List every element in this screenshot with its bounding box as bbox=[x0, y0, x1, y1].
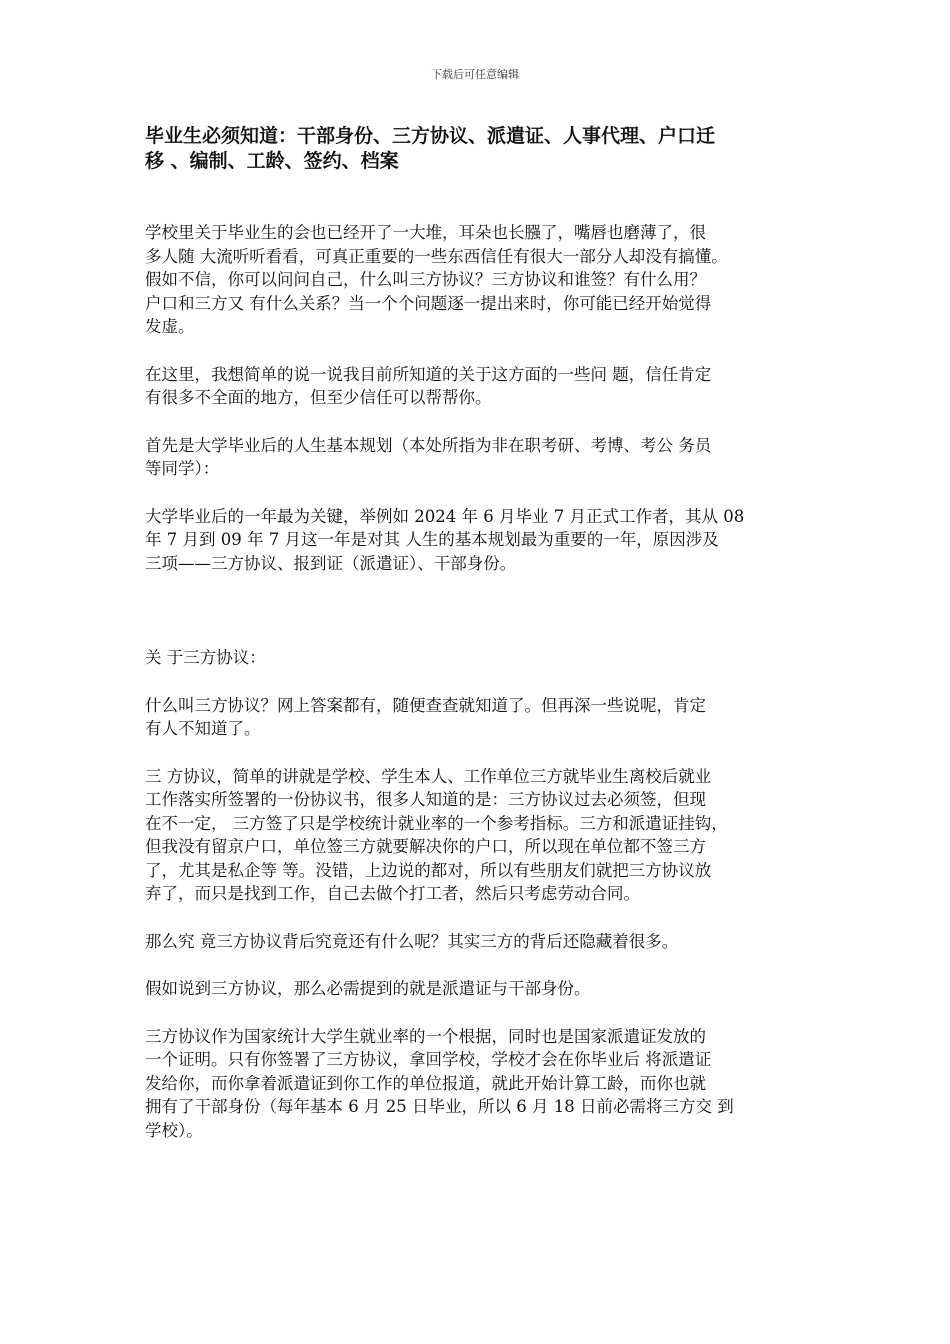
paragraph bbox=[145, 977, 825, 1001]
text-line: 关 于三方协议： bbox=[145, 648, 266, 667]
text-line: 年 7 月到 09 年 7 月这一年是对其 人生的基本规划最为重要的一年，原因涉及 bbox=[145, 530, 719, 549]
title-line: 毕业生必须知道：干部身份、三方协议、派遣证、人事代理、户口迁 bbox=[145, 125, 716, 147]
text-line: 工作落实所签署的一份协议书，很多人知道的是：三方协议过去必须签，但现 bbox=[145, 790, 706, 809]
title-line: 移 、编制、工龄、签约、档案 bbox=[145, 150, 399, 172]
paragraph bbox=[145, 930, 825, 954]
text-line: 发虚。 bbox=[145, 317, 195, 336]
text-line: 等同学）： bbox=[145, 459, 220, 478]
text-line: 弃了，而只是找到工作，自己去做个打工者，然后只考虑劳动合同。 bbox=[145, 884, 640, 903]
text-line: 假如说到三方协议，那么必需提到的就是派遣证与干部身份。 bbox=[145, 979, 591, 998]
text-line: 一个证明。只有你签署了三方协议，拿回学校，学校才会在你毕业后 将派遣证 bbox=[145, 1050, 712, 1069]
text-line: 三项——三方协议、报到证（派遣证）、干部身份。 bbox=[145, 553, 517, 573]
document-body bbox=[145, 221, 825, 1166]
text-line: 学校里关于毕业生的会也已经开了一大堆，耳朵也长膙了，嘴唇也磨薄了，很 bbox=[145, 223, 706, 242]
text-line: 假如不信，你可以问问自己，什么叫三方协议？三方协议和谁签？有什么用？ bbox=[145, 270, 706, 289]
text-line: 了，尤其是私企等 等。没错，上边说的都对，所以有些朋友们就把三方协议放 bbox=[145, 860, 712, 880]
text-line: 学校）。 bbox=[145, 1120, 203, 1140]
paragraph bbox=[145, 221, 825, 339]
text-line: 有很多不全面的地方，但至少信任可以帮帮你。 bbox=[145, 388, 492, 407]
text-line: 户口和三方又 有什么关系？当一个个问题逐一提出来时，你可能已经开始觉得 bbox=[145, 293, 712, 313]
document-title bbox=[145, 124, 810, 174]
text-line: 但我没有留京户口，单位签三方就要解决你的户口，所以现在单位都不签三方 bbox=[145, 837, 706, 856]
text-line: 发给你，而你拿着派遣证到你工作的单位报道，就此开始计算工龄，而你也就 bbox=[145, 1073, 706, 1093]
text-line: 什么叫三方协议？网上答案都有，随便查查就知道了。但再深一些说呢，肯定 bbox=[145, 695, 706, 715]
text-line: 那么究 竟三方协议背后究竟还有什么呢？其实三方的背后还隐藏着很多。 bbox=[145, 931, 679, 951]
paragraph bbox=[145, 434, 825, 481]
paragraph bbox=[145, 694, 825, 741]
text-line: 大学毕业后的一年最为关键，举例如 2024 年 6 月毕业 7 月正式工作者，其从 08 bbox=[145, 506, 745, 526]
text-line: 拥有了干部身份（每年基本 6 月 25 日毕业，所以 6 月 18 日前必需将三方交 到 bbox=[145, 1097, 734, 1116]
paragraph bbox=[145, 765, 825, 906]
paragraph bbox=[145, 1025, 825, 1143]
page-header: 下载后可任意编辑 bbox=[431, 68, 519, 81]
text-line: 三方协议作为国家统计大学生就业率的一个根据，同时也是国家派遣证发放的 bbox=[145, 1026, 706, 1046]
text-line: 三 方协议，简单的讲就是学校、学生本人、工作单位三方就毕业生离校后就业 bbox=[145, 766, 712, 786]
section-heading bbox=[145, 646, 825, 670]
text-line: 在不一定， 三方签了只是学校统计就业率的一个参考指标。三方和派遣证挂钩， bbox=[145, 813, 728, 833]
paragraph bbox=[145, 363, 825, 410]
paragraph bbox=[145, 505, 825, 576]
text-line: 在这里，我想简单的说一说我目前所知道的关于这方面的一些问 题，信任肯定 bbox=[145, 364, 712, 384]
text-line: 首先是大学毕业后的人生基本规划（本处所指为非在职考研、考博、考公 务员 bbox=[145, 435, 712, 455]
text-line: 多人随 大流听听看看，可真正重要的一些东西信任有很大一部分人却没有搞懂。 bbox=[145, 246, 728, 266]
text-line: 有人不知道了。 bbox=[145, 719, 261, 738]
